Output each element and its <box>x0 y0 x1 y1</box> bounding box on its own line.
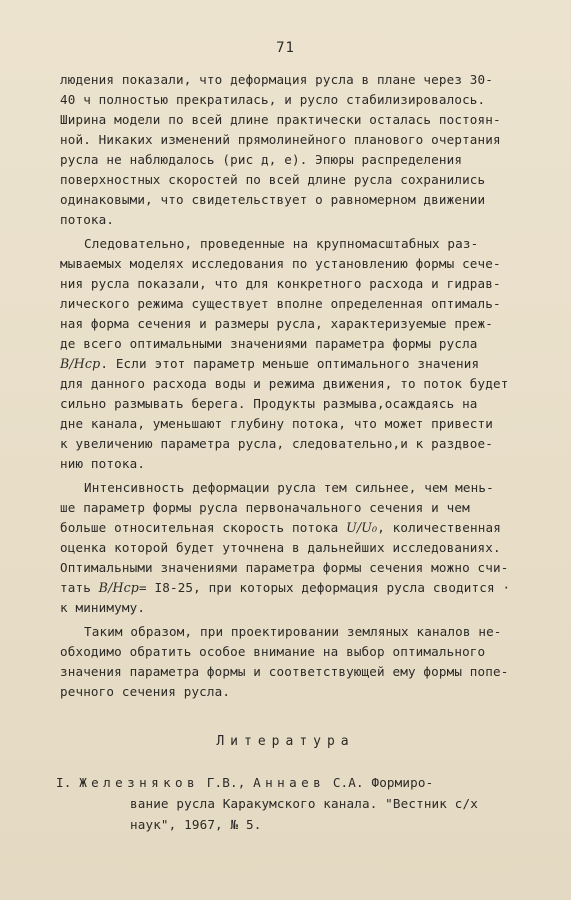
text-line: одинаковыми, что свидетельствует о равномерном движении <box>60 192 486 207</box>
text-line-with-formula: тать B/Hср= I8-25, при которых деформация русла сводится · <box>60 580 511 595</box>
text-line: речного сечения русла. <box>60 684 231 699</box>
text-line: значения параметра формы и соответствующей ему формы попе- <box>60 664 509 679</box>
text-line: Ширина модели по всей длине практически осталась постоян- <box>60 112 501 127</box>
text-line: ния русла показали, что для конкретного расхода и гидрав- <box>60 276 501 291</box>
reference-line: наук", 1967, № 5. <box>130 817 262 832</box>
text-line: к увеличению параметра русла, следовательно,и к раздвое- <box>60 436 493 451</box>
text-line: нию потока. <box>60 456 146 471</box>
text-line: обходимо обратить особое внимание на выбор оптимального <box>60 644 486 659</box>
page-number: 71 <box>276 40 295 56</box>
text-line: ше параметр формы русла первоначального сечения и чем <box>60 500 470 515</box>
formula-shape-parameter: B/Hср <box>98 580 140 595</box>
text-line: Следовательно, проведенные на крупномасштабных раз- <box>84 236 479 251</box>
text-line: Оптимальными значениями параметра формы сечения можно счи- <box>60 560 509 575</box>
text-line-with-formula: B/Hср. Если этот параметр меньше оптимального значения <box>60 356 480 371</box>
text-line: лического режима существует вполне определенная оптималь- <box>60 296 501 311</box>
text-line: к минимуму. <box>60 600 146 615</box>
text-line: сильно размывать берега. Продукты размыва,осаждаясь на <box>60 396 478 411</box>
formula-shape-parameter: B/Hср <box>60 356 101 371</box>
text-line: дне канала, уменьшают глубину потока, что может привести <box>60 416 493 431</box>
reference-line: вание русла Каракумского канала. "Вестник с/х <box>130 796 478 811</box>
text-line: ной. Никаких изменений прямолинейного планового очертания <box>60 132 501 147</box>
text-line-with-formula: больше относительная скорость потока U/U₀, количественная <box>60 520 501 535</box>
text-line: людения показали, что деформация русла в плане через 30- <box>60 72 493 87</box>
text-line: для данного расхода воды и режима движения, то поток будет <box>60 376 509 391</box>
text-line: потока. <box>60 212 115 227</box>
reference-author-1: Железняков <box>79 775 200 790</box>
text-line: Интенсивность деформации русла тем сильнее, чем мень- <box>84 480 494 495</box>
references-heading: Литература <box>216 734 355 749</box>
reference-author-2: Аннаев <box>253 775 326 790</box>
text-line: оценка которой будет уточнена в дальнейших исследованиях. <box>60 540 501 555</box>
text-line: де всего оптимальными значениями параметра формы русла <box>60 336 478 351</box>
text-line: Таким образом, при проектировании земляных каналов не- <box>84 624 502 639</box>
text-line: поверхностных скоростей по всей длине русла сохранились <box>60 172 486 187</box>
text-line: ная форма сечения и размеры русла, характеризуемые преж- <box>60 316 493 331</box>
text-line: 40 ч полностью прекратилась, и русло стабилизировалось. <box>60 92 486 107</box>
text-line: мываемых моделях исследования по установлению формы сече- <box>60 256 501 271</box>
text-line: русла не наблюдалось (рис д, е). Эпюры распределения <box>60 152 463 167</box>
reference-line: I. Железняков Г.В., Аннаев С.А. Формиро- <box>56 775 434 790</box>
formula-relative-velocity: U/U₀ <box>346 520 378 535</box>
